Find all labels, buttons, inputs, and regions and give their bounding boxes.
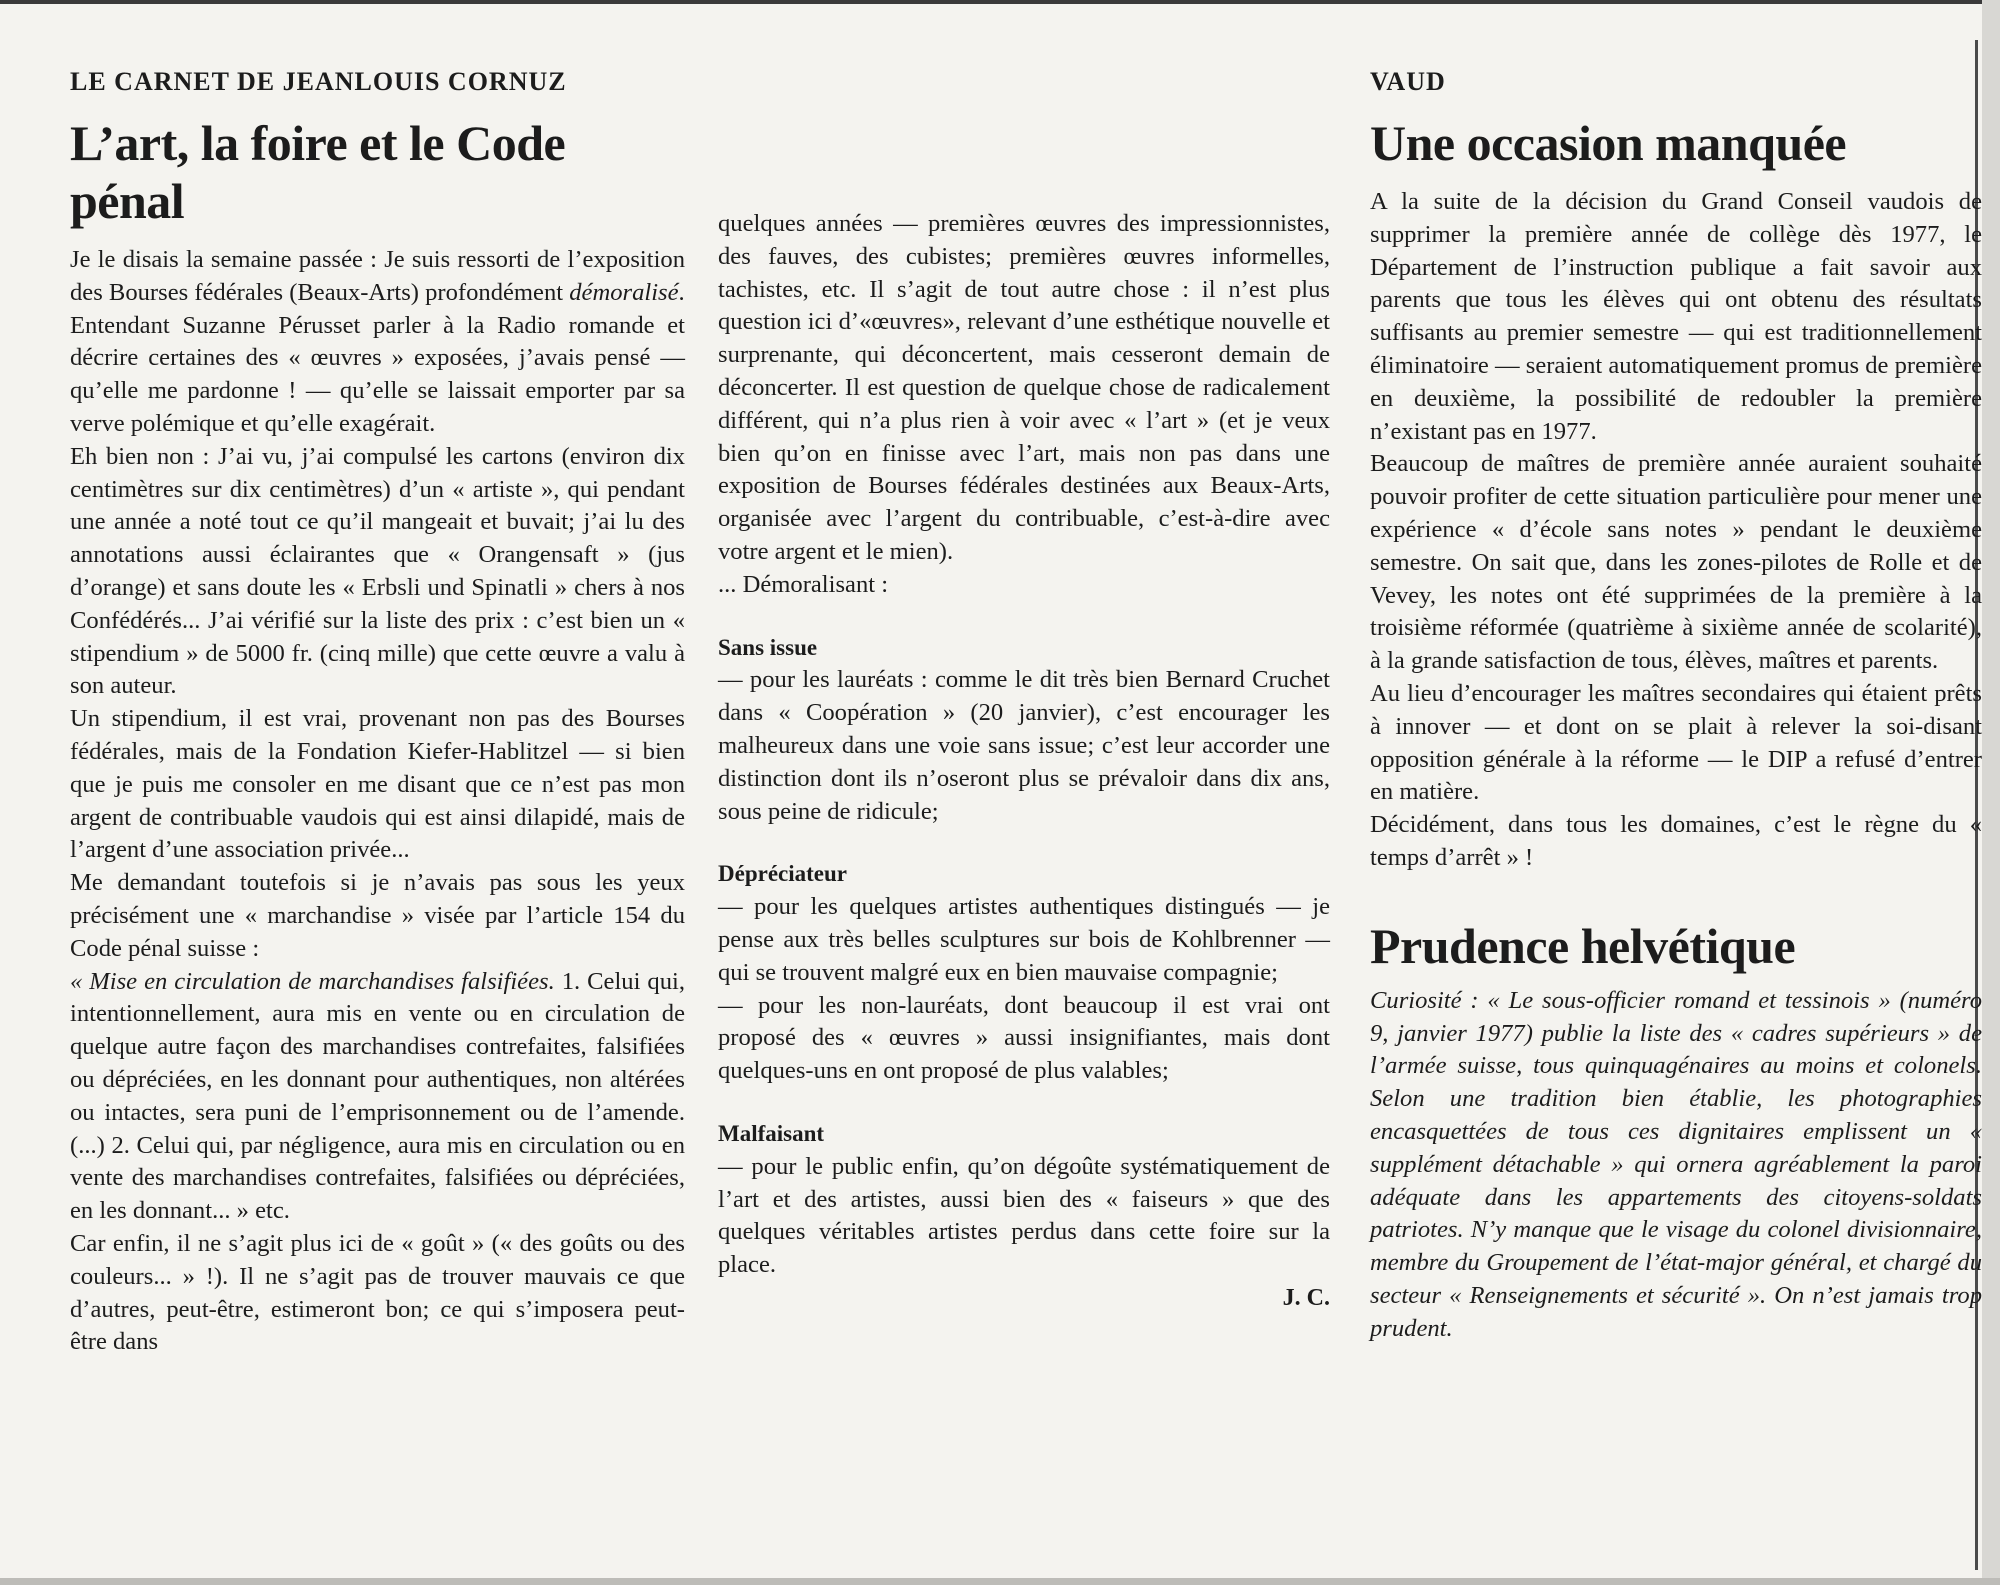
paragraph: — pour les quelques artistes authentiques distingués — je pense aux très belles sculptures sur bois de Kohlbrenner — qui se trouvent malgré eux en bien mauvaise compagnie;: [718, 893, 1330, 986]
paragraph: ... Démoralisant :: [718, 570, 889, 598]
paragraph: — pour les non-lauréats, dont beaucoup il est vrai ont proposé des « œuvres » aussi insignifiantes, mais dont quelques-uns en ont proposé de plus valables;: [718, 991, 1330, 1085]
article-title: Une occasion manquée: [1370, 115, 1847, 171]
subheading: Sans issue: [718, 634, 818, 660]
author-signature: J. C.: [1282, 1284, 1330, 1311]
paragraph: — pour les lauréats : comme le dit très bien Bernard Cruchet dans « Coopération » (20 janvier), c’est encourager les malheureux dans une voie sans issue; c’est leur accorder une distinction dont ils n’oseront plus se prévaloir dans dix ans, sous peine de ridicule;: [718, 666, 1330, 825]
subheading: Malfaisant: [718, 1120, 825, 1146]
quote-title: « Mise en circulation de marchandises falsifiées.: [70, 967, 555, 995]
column-kicker: LE CARNET DE JEANLOUIS CORNUZ: [70, 67, 567, 96]
paragraph: Car enfin, il ne s’agit plus ici de « goût » (« des goûts ou des couleurs... » !). Il ne s’agit pas de trouver mauvais ce que d’autres, peut-être, estimeront bon; ce qui s’imposera peut-être dans: [70, 1229, 685, 1356]
paragraph: Je le disais la semaine passée : Je suis ressorti de l’exposition des Bourses fédérales (Beaux-Arts) profondément démoralisé.: [70, 246, 685, 306]
page-bottom-edge: [0, 1578, 2000, 1585]
subheading: Dépréciateur: [718, 861, 847, 887]
paragraph: Beaucoup de maîtres de première année auraient souhaité pouvoir profiter de cette situation particulière pour mener une expérience « d’école sans notes » pendant le deuxième semestre. On sait que, dans les zones-pilotes de Rolle et de Vevey, les notes ont été supprimées de la première à la troisième réformée (quatrième à sixième année de scolarité), à la grande satisfaction de tous, élèves, maîtres et parents.: [1370, 450, 1982, 675]
paragraph: Un stipendium, il est vrai, provenant non pas des Bourses fédérales, mais de la Fondation Kiefer-Hablitzel — si bien que je puis me consoler en me disant que ce n’est pas mon argent de contribuable vaudois qui est ainsi dilapidé, mais de l’argent d’une association privée...: [70, 705, 685, 864]
page-right-edge: [1982, 0, 2000, 1585]
paragraph: Curiosité : « Le sous-officier romand et tessinois » (numéro 9, janvier 1977) publie la liste des « cadres supérieurs » de l’armée suisse, tous quinquagénaires au moins et colonels. Selon une tradition bien établie, les photographies encasquettées de tous ces dignitaires emplissent un « supplément détachable » qui ornera agréablement la paroi adéquate dans les appartements des citoyens-soldats patriotes. N’y manque que le visage du colonel divisionnaire, membre du Groupement de l’état-major général, et chargé du secteur « Renseignements et sécurité ». On n’est jamais trop prudent.: [1370, 986, 1982, 1342]
column-kicker: VAUD: [1370, 67, 1446, 96]
paragraph: Au lieu d’encourager les maîtres secondaires qui étaient prêts à innover — et dont on se plait à relever la soi-disant opposition générale à la réforme — le DIP a refusé d’entrer en matière.: [1370, 679, 1982, 806]
article-title: Prudence helvétique: [1370, 917, 1796, 974]
paragraph: Me demandant toutefois si je n’avais pas sous les yeux précisément une « marchandise » visée par l’article 154 du Code pénal suisse :: [70, 869, 685, 962]
paragraph: A la suite de la décision du Grand Conseil vaudois de supprimer la première année de collège dès 1977, le Département de l’instruction publique a fait savoir aux parents que tous les élèves qui ont obtenu des résultats suffisants au premier semestre — qui est traditionnellement éliminatoire — seraient automatiquement promus de première en deuxième, la possibilité de redoubler la première n’existant pas en 1977.: [1370, 188, 1982, 445]
article-title: L’art, la foire et le Code pénal: [70, 115, 566, 229]
paragraph: Décidément, dans tous les domaines, c’est le règne du « temps d’arrêt » !: [1370, 811, 1982, 871]
article-left-column: [70, 62, 685, 1359]
emphasis: démoralisé: [569, 278, 679, 306]
paragraph: Entendant Suzanne Pérusset parler à la Radio romande et décrire certaines des « œuvres » exposées, j’avais pensé — qu’elle me pardonne ! — qu’elle se laissait emporter par sa verve polémique et qu’elle exagérait.: [70, 311, 685, 437]
paragraph: quelques années — premières œuvres des impressionnistes, des fauves, des cubistes; premières œuvres informelles, tachistes, etc. Il s’agit de tout autre chose : il n’est plus question ici d’«œuvres», relevant d’une esthétique nouvelle et surprenante, qui déconcertent, mais cesseront demain de déconcerter. Il est question de quelque chose de radicalement différent, qui n’a plus rien à voir avec « l’art » (et je veux bien qu’on en finisse avec l’art, mais non pas dans une exposition de Bourses fédérales destinées aux Beaux-Arts, organisée avec l’argent du contribuable, c’est-à-dire avec votre argent et le mien).: [718, 210, 1330, 565]
paragraph: — pour le public enfin, qu’on dégoûte systématiquement de l’art et des artistes, aussi bien des « faiseurs » que des quelques véritables artistes perdus dans cette foire sur la place.: [718, 1152, 1330, 1279]
legal-quote: « Mise en circulation de marchandises falsifiées. 1. Celui qui, intentionnellement, aura mis en vente ou en circulation de quelque autre façon des marchandises contrefaites, falsifiées ou dépréciées, en les donnant pour authentiques, non altérées ou intactes, sera puni de l’emprisonnement ou de l’amende. (...) 2. Celui qui, par négligence, aura mis en circulation ou en vente des marchandises contrefaites, falsifiées ou dépréciées, en les donnant... » etc.: [70, 967, 685, 1225]
page-top-edge: [0, 0, 2000, 4]
paragraph: Eh bien non : J’ai vu, j’ai compulsé les cartons (environ dix centimètres sur dix centimètres) d’un « artiste », qui pendant une année a noté tout ce qu’il mangeait et buvait; j’ai lu des annotations aussi éclairantes que « Orangensaft » (jus d’orange) et sans doute les « Erbsli und Spinatli » chers à nos Confédérés... J’ai vérifié sur la liste des prix : c’est bien un « stipendium » de 5000 fr. (cinq mille) que cette œuvre a valu à son auteur.: [70, 442, 685, 700]
article-middle-column: [718, 62, 1330, 1315]
article-right-column: [1370, 62, 1982, 1346]
